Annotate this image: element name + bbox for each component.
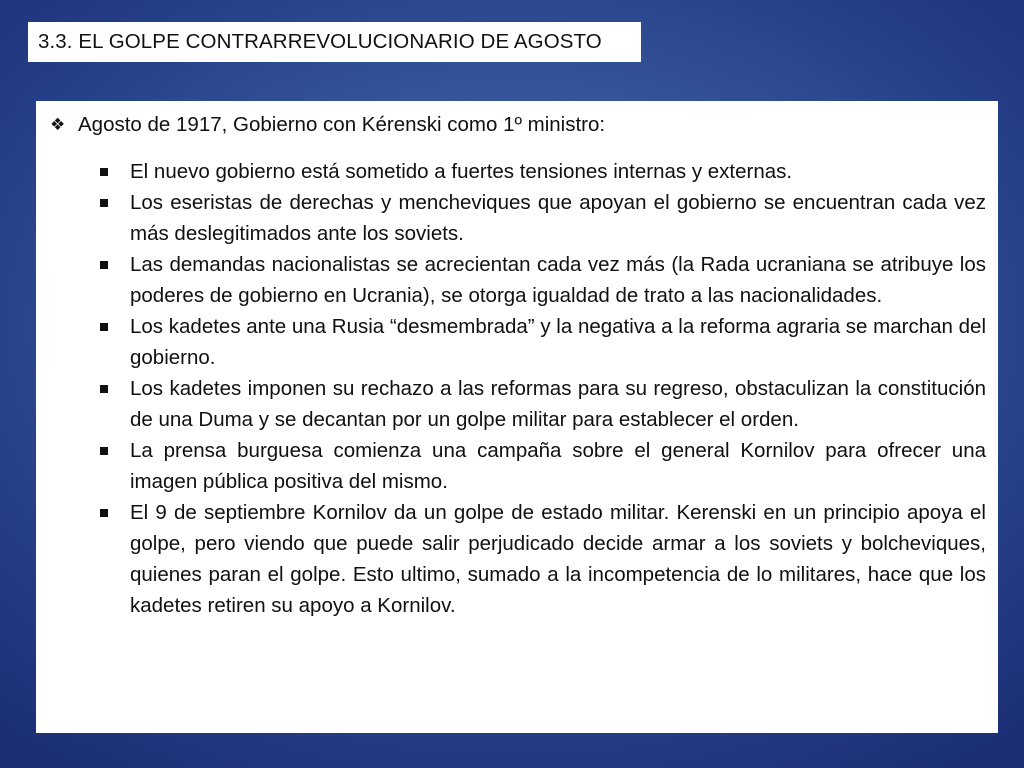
list-item [50,497,986,621]
diamond-cluster-icon: ❖ [50,115,66,134]
list-item [50,249,986,311]
list-item-text: El nuevo gobierno está sometido a fuertes tensiones internas y externas. [130,160,793,183]
square-bullet-icon [100,435,130,466]
list-item-text: El 9 de septiembre Kornilov da un golpe de estado militar. Kerenski en un principio apoya el golpe, pero viendo que puede salir perjudicado decide armar a los soviets y bolcheviques, quienes paran el golpe. Esto ultimo, sumado a la incompetencia de lo militares, hace que los kadetes retiren su apoyo a Kornilov. [130,501,986,617]
list-item-text: La prensa burguesa comienza una campaña sobre el general Kornilov para ofrecer una imagen pública positiva del mismo. [130,439,986,493]
square-bullet-icon [100,156,130,187]
list-item-text: Las demandas nacionalistas se acrecientan cada vez más (la Rada ucraniana se atribuye los poderes de gobierno en Ucrania), se otorga igualdad de trato a las nacionalidades. [130,253,986,307]
slide-title: 3.3. EL GOLPE CONTRARREVOLUCIONARIO DE AGOSTO [38,30,602,53]
square-bullet-icon [100,311,130,342]
content-box [36,101,998,733]
list-item [50,435,986,497]
square-bullet-icon [100,187,130,218]
list-item [50,311,986,373]
square-bullet-icon [100,373,130,404]
bullet-list [50,156,986,621]
list-item-text: Los eseristas de derechas y mencheviques que apoyan el gobierno se encuentran cada vez más deslegitimados ante los soviets. [130,191,986,245]
list-item [50,373,986,435]
list-item [50,156,986,187]
main-point-text: Agosto de 1917, Gobierno con Kérenski como 1º ministro: [78,113,606,136]
list-item-text: Los kadetes ante una Rusia “desmembrada” y la negativa a la reforma agraria se marchan del gobierno. [130,315,986,369]
list-item [50,187,986,249]
square-bullet-icon [100,249,130,280]
list-item-text: Los kadetes imponen su rechazo a las reformas para su regreso, obstaculizan la constitución de una Duma y se decantan por un golpe militar para establecer el orden. [130,377,986,431]
square-bullet-icon [100,497,130,528]
main-point [50,109,986,140]
title-box [28,22,641,62]
